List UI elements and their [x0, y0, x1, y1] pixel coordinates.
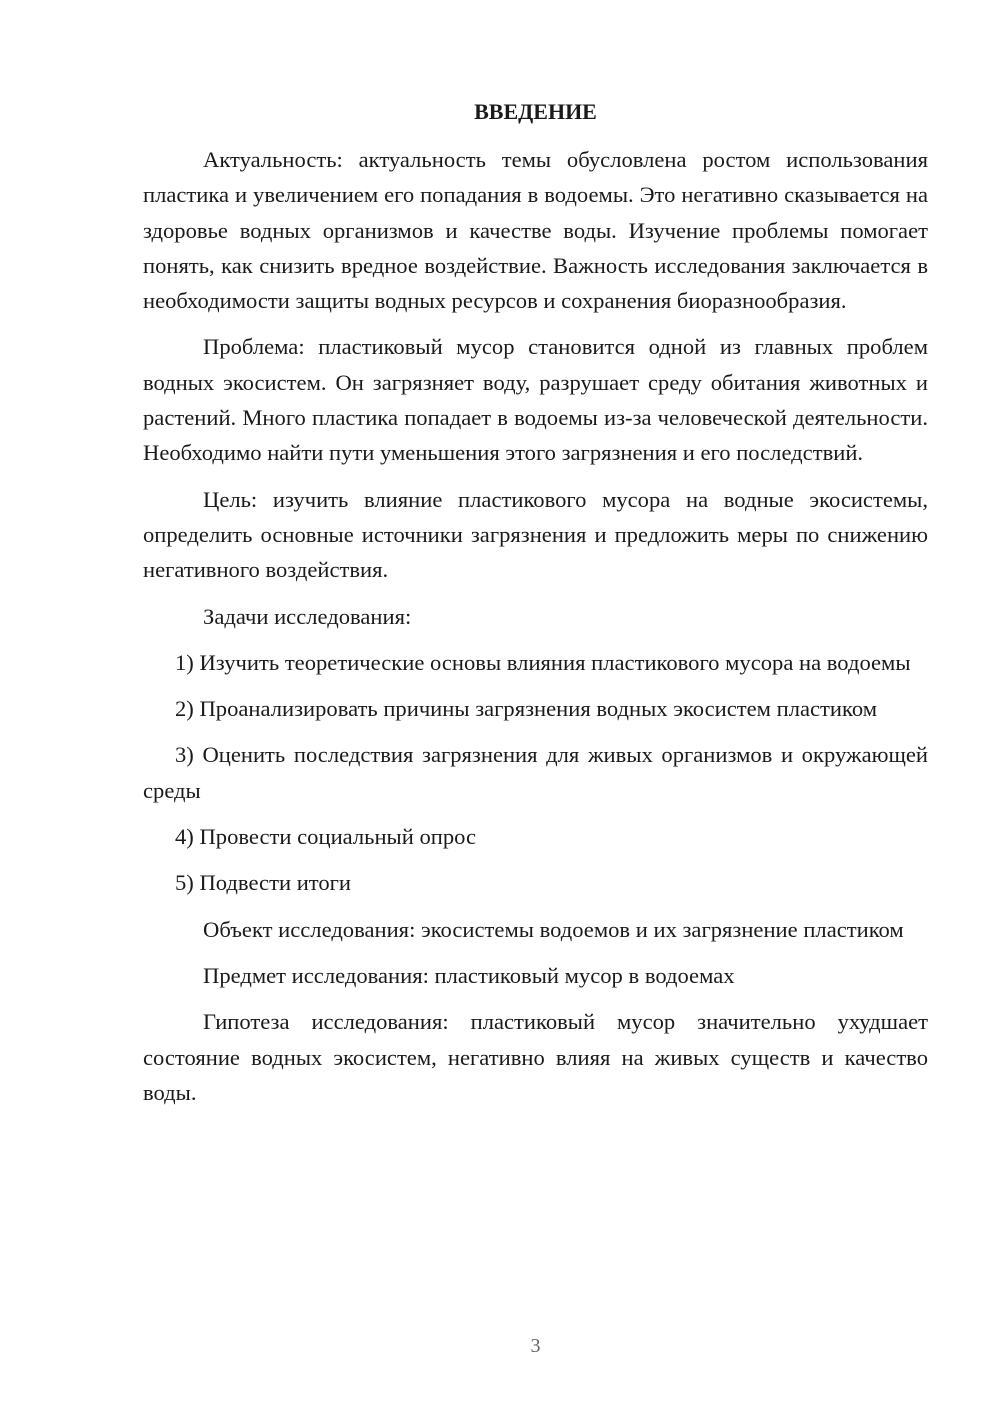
- task-item-4: 4) Провести социальный опрос: [175, 824, 477, 850]
- paragraph-hypothesis: Гипотеза исследования: пластиковый мусор значительно ухудшает состояние водных экосистем, негативно влияя на живых существ и качество воды.: [143, 1009, 928, 1105]
- task-item-5: 5) Подвести итоги: [175, 870, 352, 896]
- document-body: [143, 142, 928, 1121]
- document-title: ВВЕДЕНИЕ: [474, 99, 597, 124]
- paragraph-object: Объект исследования: экосистемы водоемов и их загрязнение пластиком: [203, 916, 904, 942]
- paragraph-relevance: Актуальность: актуальность темы обусловлена ростом использования пластика и увеличением его попадания в водоемы. Это негативно сказывается на здоровье водных организмов и качестве воды. Изучение проблемы помогает понять, как снизить вредное воздействие. Важность исследования заключается в необходимости защиты водных ресурсов и сохранения биоразнообразия.: [143, 147, 928, 314]
- paragraph-problem: Проблема: пластиковый мусор становится одной из главных проблем водных экосистем. Он загрязняет воду, разрушает среду обитания животных и растений. Много пластика попадает в водоемы из-за человеческой деятельности. Необходимо найти пути уменьшения этого загрязнения и его последствий.: [143, 334, 928, 466]
- page-number: 3: [530, 1335, 541, 1357]
- paragraph-goal: Цель: изучить влияние пластикового мусора на водные экосистемы, определить основные источники загрязнения и предложить меры по снижению негативного воздействия.: [143, 486, 928, 583]
- paragraph-subject: Предмет исследования: пластиковый мусор в водоемах: [203, 962, 735, 988]
- document-page: [143, 0, 928, 1414]
- task-item-3: 3) Оценить последствия загрязнения для живых организмов и окружающей среды: [143, 742, 928, 803]
- paragraph-tasks-heading: Задачи исследования:: [203, 603, 412, 629]
- task-item-1: 1) Изучить теоретические основы влияния пластикового мусора на водоемы: [175, 649, 911, 675]
- task-item-2: 2) Проанализировать причины загрязнения водных экосистем пластиком: [175, 696, 878, 722]
